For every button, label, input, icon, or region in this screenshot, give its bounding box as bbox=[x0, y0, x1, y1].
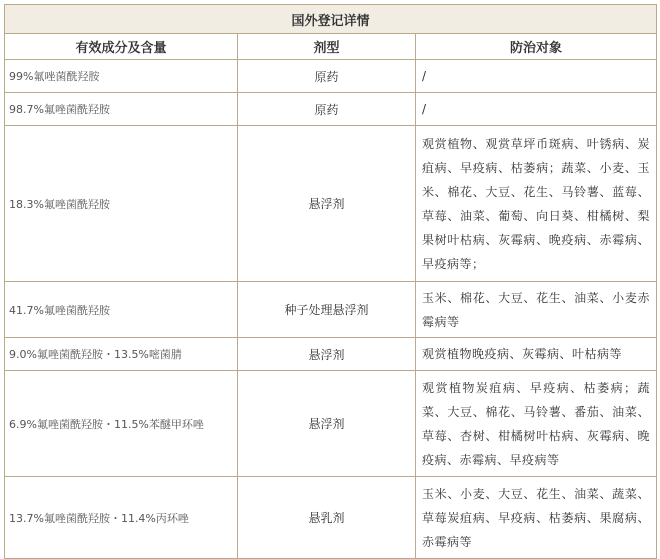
targets-cell: 玉米、棉花、大豆、花生、油菜、小麦赤霉病等 bbox=[416, 282, 657, 338]
column-header-formulation: 剂型 bbox=[238, 34, 416, 60]
formulation-cell: 悬乳剂 bbox=[238, 477, 416, 559]
ingredient-cell: 6.9%氟唑菌酰羟胺・11.5%苯醚甲环唑 bbox=[5, 371, 238, 477]
table-row bbox=[5, 126, 657, 282]
targets-cell: / bbox=[416, 93, 657, 126]
table-header-row bbox=[5, 34, 657, 60]
targets-cell: / bbox=[416, 60, 657, 93]
ingredient-cell: 99%氟唑菌酰羟胺 bbox=[5, 60, 238, 93]
ingredient-cell: 13.7%氟唑菌酰羟胺・11.4%丙环唑 bbox=[5, 477, 238, 559]
table-row bbox=[5, 93, 657, 126]
formulation-cell: 种子处理悬浮剂 bbox=[238, 282, 416, 338]
targets-cell: 观赏植物炭疽病、早疫病、枯萎病；蔬菜、大豆、棉花、马铃薯、番茄、油菜、草莓、杏树、柑橘树叶枯病、灰霉病、晚疫病、赤霉病、早疫病等 bbox=[416, 371, 657, 477]
table-title: 国外登记详情 bbox=[5, 5, 657, 34]
registration-table bbox=[4, 4, 657, 559]
formulation-cell: 悬浮剂 bbox=[238, 371, 416, 477]
ingredient-cell: 18.3%氟唑菌酰羟胺 bbox=[5, 126, 238, 282]
table-row bbox=[5, 477, 657, 559]
column-header-targets: 防治对象 bbox=[416, 34, 657, 60]
targets-cell: 观赏植物、观赏草坪币斑病、叶锈病、炭疽病、早疫病、枯萎病；蔬菜、小麦、玉米、棉花、大豆、花生、马铃薯、蓝莓、草莓、油菜、葡萄、向日葵、柑橘树、梨果树叶枯病、灰霉病、晚疫病、赤霉病、早疫病等； bbox=[416, 126, 657, 282]
targets-cell: 玉米、小麦、大豆、花生、油菜、蔬菜、草莓炭疽病、早疫病、枯萎病、果腐病、赤霉病等 bbox=[416, 477, 657, 559]
formulation-cell: 悬浮剂 bbox=[238, 338, 416, 371]
ingredient-cell: 41.7%氟唑菌酰羟胺 bbox=[5, 282, 238, 338]
formulation-cell: 原药 bbox=[238, 60, 416, 93]
column-header-ingredient: 有效成分及含量 bbox=[5, 34, 238, 60]
table-title-row bbox=[5, 5, 657, 34]
formulation-cell: 原药 bbox=[238, 93, 416, 126]
formulation-cell: 悬浮剂 bbox=[238, 126, 416, 282]
ingredient-cell: 98.7%氟唑菌酰羟胺 bbox=[5, 93, 238, 126]
table-row bbox=[5, 282, 657, 338]
table-row bbox=[5, 338, 657, 371]
ingredient-cell: 9.0%氟唑菌酰羟胺・13.5%嘧菌腈 bbox=[5, 338, 238, 371]
table-row bbox=[5, 60, 657, 93]
table-row bbox=[5, 371, 657, 477]
targets-cell: 观赏植物晚疫病、灰霉病、叶枯病等 bbox=[416, 338, 657, 371]
